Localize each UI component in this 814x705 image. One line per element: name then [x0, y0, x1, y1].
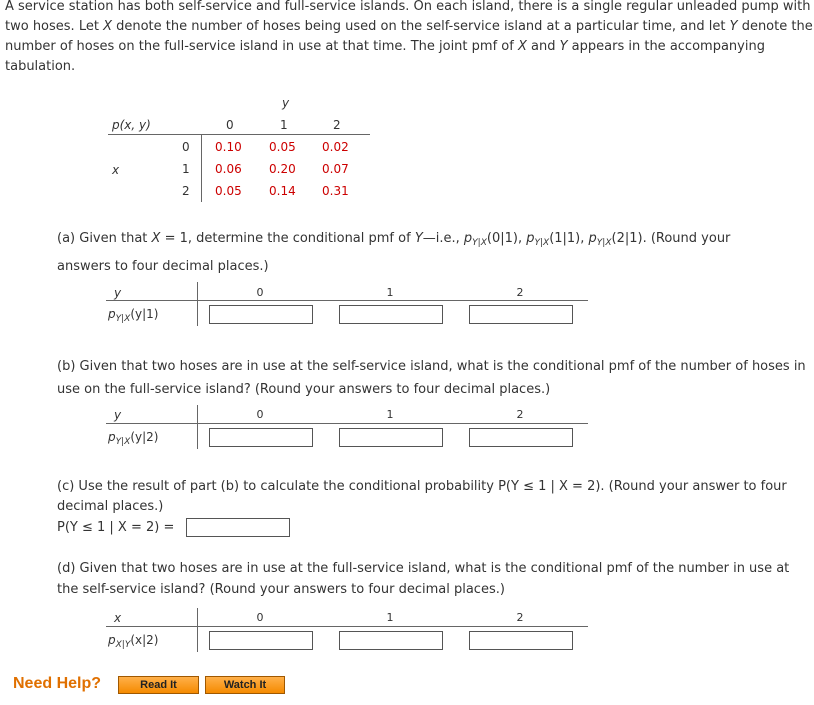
- pmf-col-header: 1: [280, 118, 288, 132]
- part-d-col-header: 1: [386, 611, 394, 624]
- intro-line-3: number of hoses on the full-service island in use at that time. The joint pmf of X and Y appears in the accompanying: [5, 39, 765, 54]
- part-b-line-1: (b) Given that two hoses are in use at the self-service island, what is the conditional pmf of the number of hoses in: [57, 359, 806, 374]
- part-b-col-header: 2: [516, 408, 524, 421]
- pmf-header-rule: [108, 134, 370, 135]
- part-b-answer-input-1[interactable]: [339, 428, 443, 447]
- part-c-answer-input[interactable]: [186, 518, 290, 537]
- part-a-col-rule: [197, 282, 198, 326]
- part-d-answer-input-0[interactable]: [209, 631, 313, 650]
- part-a-answer-input-1[interactable]: [339, 305, 443, 324]
- part-a-answer-input-0[interactable]: [209, 305, 313, 324]
- part-b-row-label: $p_{Y|X}(y|2)$: [108, 430, 159, 447]
- part-b-answer-input-2[interactable]: [469, 428, 573, 447]
- part-d-line-1: (d) Given that two hoses are in use at the full-service island, what is the conditional pmf of the number in use at: [57, 561, 790, 576]
- pmf-cell: 0.02: [322, 140, 349, 154]
- pmf-label: p(x, y): [112, 118, 151, 132]
- part-d-header-rule: [106, 626, 588, 627]
- part-d-col-rule: [197, 608, 198, 652]
- part-a-header-rule: [106, 300, 588, 301]
- pmf-cell: 0.06: [215, 162, 242, 176]
- part-a-row-label: $p_{Y|X}(y|1)$: [108, 307, 159, 324]
- part-a-col-header: 2: [516, 286, 524, 299]
- intro-line-2: two hoses. Let X denote the number of hoses being used on the self-service island at a particular time, and let Y denote the: [5, 19, 813, 34]
- part-a-col-header: 1: [386, 286, 394, 299]
- intro-line-4: tabulation.: [5, 59, 76, 74]
- problem-intro: [5, 0, 814, 77]
- pmf-row-header: 2: [182, 184, 190, 198]
- pmf-cell: 0.10: [215, 140, 242, 154]
- part-b-table-var: y: [114, 408, 122, 422]
- pmf-cell: 0.31: [322, 184, 349, 198]
- pmf-cell: 0.05: [269, 140, 296, 154]
- read-it-button[interactable]: Read It: [118, 676, 199, 694]
- joint-pmf-table: [100, 88, 380, 208]
- part-b-answer-table: [106, 405, 588, 453]
- part-b-col-header: 1: [386, 408, 394, 421]
- pmf-col-header: 0: [226, 118, 234, 132]
- pmf-col-var: y: [282, 96, 290, 110]
- pmf-row-header: 1: [182, 162, 190, 176]
- part-d-answer-input-2[interactable]: [469, 631, 573, 650]
- part-a-question: [57, 227, 814, 278]
- pmf-cell: 0.20: [269, 162, 296, 176]
- need-help-label: Need Help?: [13, 675, 102, 692]
- part-b-answer-input-0[interactable]: [209, 428, 313, 447]
- pmf-row-rule: [201, 134, 202, 202]
- part-d-row-label: $p_{X|Y}(x|2)$: [108, 633, 159, 650]
- part-a-answer-input-2[interactable]: [469, 305, 573, 324]
- part-b-line-2: use on the full-service island? (Round your answers to four decimal places.): [57, 382, 551, 397]
- part-a-answer-table: [106, 282, 588, 330]
- part-c-answer-label: P(Y ≤ 1 | X = 2) =: [57, 520, 175, 535]
- part-b-col-header: 0: [256, 408, 264, 421]
- pmf-cell: 0.14: [269, 184, 296, 198]
- part-d-line-2: the self-service island? (Round your answers to four decimal places.): [57, 582, 505, 597]
- part-a-line-1: (a) Given that X = 1, determine the conditional pmf of Y—i.e., $p_{Y|X}(0|1)$, $p_{Y|X}(1|1)$, $p_{Y|X}(2|1)$. (Round your: [57, 231, 731, 248]
- part-d-answer-table: [106, 608, 588, 656]
- part-d-question: [57, 558, 814, 600]
- part-b-header-rule: [106, 423, 588, 424]
- part-c-line-2: decimal places.): [57, 499, 164, 514]
- part-a-line-2: answers to four decimal places.): [57, 259, 269, 274]
- pmf-cell: 0.05: [215, 184, 242, 198]
- part-c-question: [57, 477, 814, 517]
- part-a-col-header: 0: [256, 286, 264, 299]
- part-c-line-1: (c) Use the result of part (b) to calculate the conditional probability P(Y ≤ 1 | X = 2). (Round your answer to four: [57, 479, 787, 494]
- part-a-table-var: y: [114, 286, 122, 300]
- pmf-col-header: 2: [333, 118, 341, 132]
- part-d-table-var: x: [114, 611, 122, 625]
- pmf-row-header: 0: [182, 140, 190, 154]
- part-d-answer-input-1[interactable]: [339, 631, 443, 650]
- part-b-col-rule: [197, 405, 198, 449]
- part-d-col-header: 0: [256, 611, 264, 624]
- pmf-cell: 0.07: [322, 162, 349, 176]
- part-d-col-header: 2: [516, 611, 524, 624]
- watch-it-button[interactable]: Watch It: [205, 676, 285, 694]
- part-b-question: [57, 355, 814, 401]
- intro-line-1: A service station has both self-service and full-service islands. On each island, there is a single regular unleaded pump with: [5, 0, 811, 14]
- pmf-row-var: x: [112, 163, 120, 177]
